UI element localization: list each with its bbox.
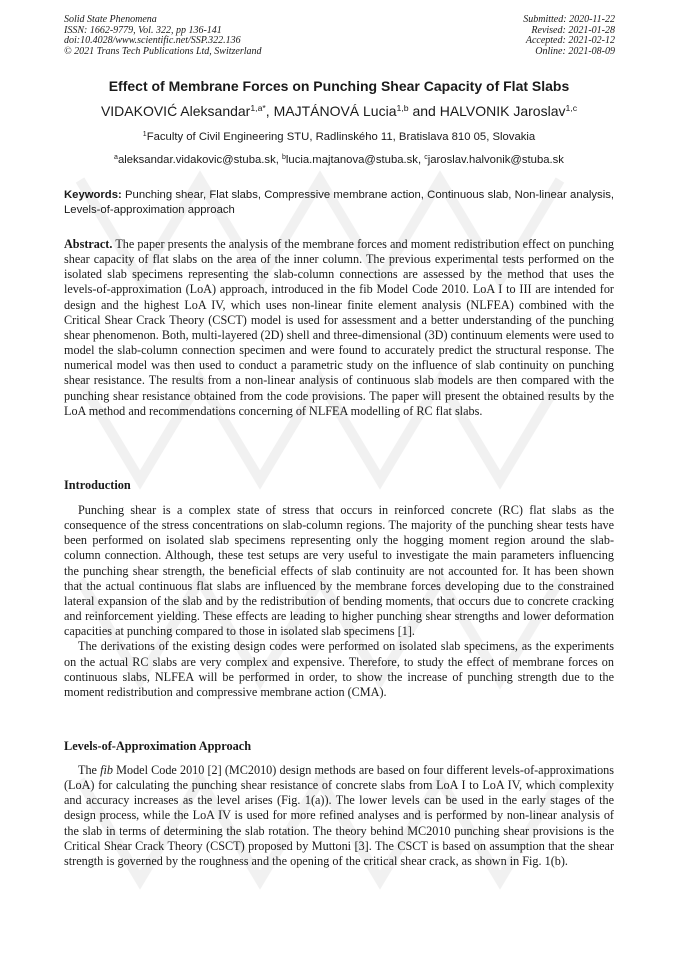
loa-body	[64, 763, 614, 869]
email-list	[0, 154, 678, 166]
abstract	[64, 237, 614, 419]
paragraph: The derivations of the existing design codes were performed on isolated slab specimens, as the experiments on the actual RC slabs are very complex and expensive. Therefore, to study the effect of membrane forces on continuous slabs, NLFEA will be performed in order, to show the increase of punching strength due to the moment redistribution and compressive membrane action (CMA).	[64, 639, 614, 699]
author-name: HALVONIK Jaroslav	[439, 103, 566, 119]
journal-info	[64, 15, 262, 57]
paper-title: Effect of Membrane Forces on Punching Shear Capacity of Flat Slabs	[108, 78, 570, 94]
introduction-body	[64, 503, 614, 700]
email-link[interactable]: jaroslav.halvonik@stuba.sk	[427, 154, 564, 166]
date-online: Online: 2021-08-09	[535, 45, 615, 57]
email-mark: a	[114, 154, 118, 162]
email-separator: ,	[275, 154, 282, 166]
date-submitted: Submitted: 2020-11-22	[523, 14, 615, 25]
fib-italic: fib	[100, 763, 113, 777]
affiliation-mark: 1	[142, 131, 147, 139]
author-affil-mark: 1,c	[565, 103, 578, 114]
paragraph: Punching shear is a complex state of stress that occurs in reinforced concrete (RC) flat slabs as the consequence of the stress concentrations on slab-column regions. The majority of the punching shear tests have been performed on isolated slab specimens representing only the hogging moment region around the slab-column connection. Although, these test setups are very useful to investigate the main parameters influencing the punching shear strength, the beneficial effects of slab continuity are not accounted for. It has been shown that the actual continuous flat slabs are influenced by the membrane forces developing due to the constrained lateral expansion of the slab and by the redistribution of bending moments, that occurs due to concrete cracking and reinforcement yielding. These effects are leading to higher punching shear strengths and lower deformation capacities at punching compared to those in isolated slab specimens [1].	[64, 503, 614, 639]
date-accepted: Accepted: 2021-02-12	[525, 35, 615, 47]
keywords-label: Keywords:	[64, 189, 122, 201]
author-affil-mark: 1,b	[396, 103, 409, 114]
author-list	[0, 103, 678, 119]
paragraph-rest: Model Code 2010 [2] (MC2010) design methods are based on four different levels-of-approximations (LoA) for calculating the punching shear resistance of concrete slabs from LoA I to LoA IV, which complexity and accuracy increases as the level arises (Fig. 1(a)). The lower levels can be used in the early stages of the design process, while the LoA IV is used for more refined analyses and is performed by non-linear analysis of the slab in terms of determining the slab rotation. The theory behind MC2010 punching shear provisions is the Critical Shear Crack Theory (CSCT) proposed by Muttoni [3]. The CSCT is based on assumption that the shear strength is governed by the roughness and the opening of the critical shear crack, as shown in Fig. 1(b).	[64, 763, 615, 868]
abstract-text: The paper presents the analysis of the membrane forces and moment redistribution effect on punching shear capacity of flat slabs on the area of the inner column. The previous experimental tests performed on the isolated slab specimens representing the slab-column connections are assessed by the method that uses the levels-of-approximation (LoA) approach, introduced in the fib Model Code 2010. LoA I to III are intended for design and the highest LoA IV, which uses non-linear finite element analysis (NLFEA) combined with the Critical Shear Crack Theory (CSCT) model is used for assessment and a better understanding of the punching shear phenomenon. Both, multi-layered (2D) shell and three-dimensional (3D) continuum elements were used to model the slab-column connection specimen and were found to accurately predict the structural response. The numerical model was then used to conduct a parametric study on the influence of slab continuity on punching shear resistance. The results from a non-linear analysis of continuous slab models are then compared with the punching shear resistance obtained from the code provisions. The paper will present the obtained results by the LoA method and recommendations concerning of NLFEA modelling of RC flat slabs.	[64, 237, 615, 418]
date-revised: Revised: 2021-01-28	[531, 24, 615, 36]
paragraph	[64, 763, 614, 869]
email-link[interactable]: lucia.majtanova@stuba.sk	[285, 154, 418, 166]
journal-name: Solid State Phenomena	[64, 14, 157, 25]
email-separator: ,	[417, 154, 425, 166]
journal-issn: ISSN: 1662-9779, Vol. 322, pp 136-141	[64, 24, 222, 36]
loa-heading: Levels-of-Approximation Approach	[64, 739, 252, 753]
author-name: VIDAKOVIĆ Aleksandar	[100, 103, 251, 119]
journal-doi: doi:10.4028/www.scientific.net/SSP.322.136	[64, 35, 241, 47]
email-link[interactable]: aleksandar.vidakovic@stuba.sk	[117, 154, 276, 166]
paragraph-start: The	[78, 763, 101, 777]
journal-copyright: © 2021 Trans Tech Publications Ltd, Switzerland	[64, 45, 262, 57]
publication-dates	[523, 15, 615, 57]
abstract-label: Abstract.	[64, 237, 113, 251]
email-mark: b	[282, 154, 286, 162]
author-separator: ,	[265, 103, 274, 119]
keywords	[64, 188, 614, 218]
author-separator: and	[408, 103, 440, 119]
email-mark: c	[424, 154, 428, 162]
introduction-heading: Introduction	[64, 478, 131, 492]
author-affil-mark: 1,a*	[250, 103, 266, 114]
keywords-text: Punching shear, Flat slabs, Compressive membrane action, Continuous slab, Non-linear analysis, Levels-of-approximation approach	[64, 189, 614, 216]
author-name: MAJTÁNOVÁ Lucia	[273, 103, 397, 119]
affiliation	[0, 131, 678, 143]
affiliation-text: Faculty of Civil Engineering STU, Radlinského 11, Bratislava 810 05, Slovakia	[146, 131, 536, 143]
